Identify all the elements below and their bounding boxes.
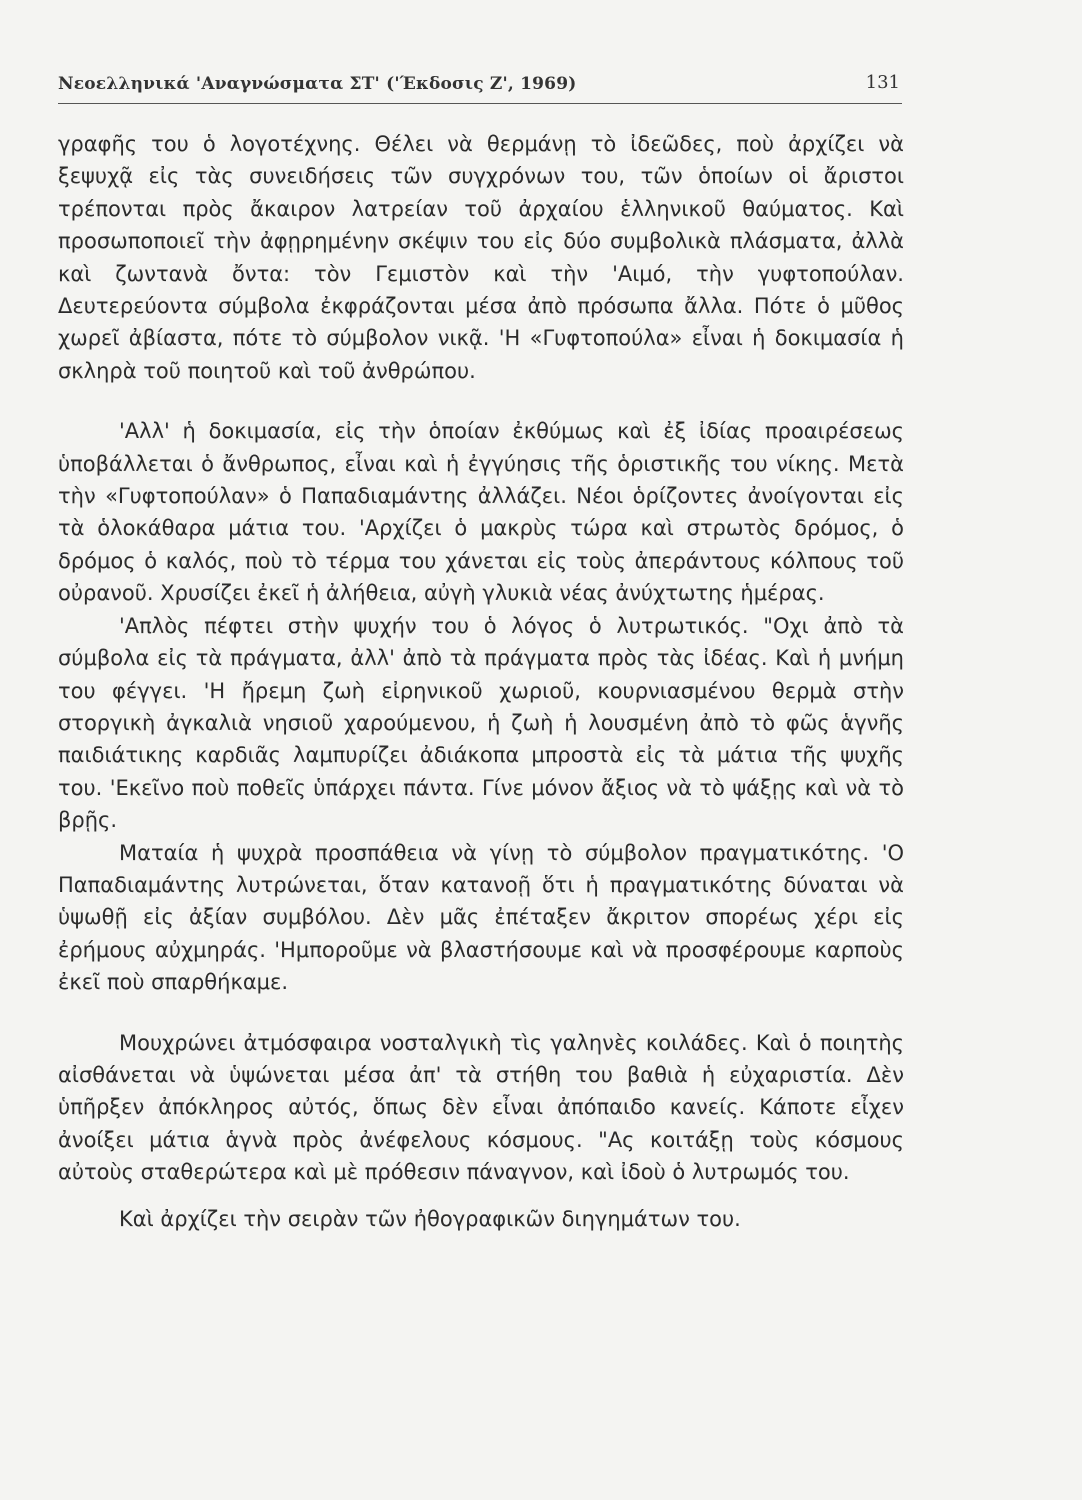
page-number: 131 xyxy=(865,72,900,93)
body-text xyxy=(58,128,904,1235)
paragraph: Ματαία ἡ ψυχρὰ προσπάθεια νὰ γίνῃ τὸ σύμβολον πραγματικότης. 'Ο Παπαδιαμάντης λυτρώνεται, ὅταν κατανοῇ ὅτι ἡ πραγματικότης δύναται νὰ ὑψωθῇ εἰς ἀξίαν συμβόλου. Δὲν μᾶς ἐπέταξεν ἄκριτον σπορέως χέρι εἰς ἐρήμους αὐχμηράς. 'Ημποροῦμε νὰ βλαστήσουμε καὶ νὰ προσφέρουμε καρποὺς ἐκεῖ ποὺ σπαρθήκαμε. xyxy=(58,840,904,995)
paragraph: Μουχρώνει ἀτμόσφαιρα νοσταλγικὴ τὶς γαληνὲς κοιλάδες. Καὶ ὁ ποιητὴς αἰσθάνεται νὰ ὑψώνεται μέσα ἀπ' τὰ στήθη του βαθιὰ ἡ εὐχαριστία. Δὲν ὑπῆρξεν ἀπόκληρος αὐτός, ὅπως δὲν εἶναι ἀπόπαιδο κανείς. Κάποτε εἶχεν ἀνοίξει μάτια ἁγνὰ πρὸς ἀνέφελους κόσμους. "Ας κοιτάξῃ τοὺς κόσμους αὐτοὺς σταθερώτερα καὶ μὲ πρόθεσιν πάναγνον, καὶ ἰδοὺ ὁ λυτρωμός του. xyxy=(58,1030,904,1185)
header-rule xyxy=(58,103,902,104)
running-title: Νεοελληνικά 'Αναγνώσματα ΣΤ' ('Έκδοσις Ζ', 1969) xyxy=(58,74,577,94)
paragraph: Καὶ ἀρχίζει τὴν σειρὰν τῶν ἠθογραφικῶν διηγημάτων του. xyxy=(119,1206,741,1231)
paragraph: 'Αλλ' ἡ δοκιμασία, εἰς τὴν ὁποίαν ἐκθύμως καὶ ἐξ ἰδίας προαιρέσεως ὑποβάλλεται ὁ ἄνθρωπος, εἶναι καὶ ἡ ἐγγύησις τῆς ὁριστικῆς του νίκης. Μετὰ τὴν «Γυφτοπούλαν» ὁ Παπαδιαμάντης ἀλλάζει. Νέοι ὁρίζοντες ἀνοίγονται εἰς τὰ ὁλοκάθαρα μάτια του. 'Αρχίζει ὁ μακρὺς τώρα καὶ στρωτὸς δρόμος, ὁ δρόμος ὁ καλός, ποὺ τὸ τέρμα του χάνεται εἰς τοὺς ἀπεράντους κόλπους τοῦ οὐρανοῦ. Χρυσίζει ἐκεῖ ἡ ἀλήθεια, αὐγὴ γλυκιὰ νέας ἀνύχτωτης ἡμέρας. xyxy=(58,419,904,606)
running-header xyxy=(58,70,902,100)
paragraph: 'Απλὸς πέφτει στὴν ψυχήν του ὁ λόγος ὁ λυτρωτικός. "Οχι ἀπὸ τὰ σύμβολα εἰς τὰ πράγματα, ἀλλ' ἀπὸ τὰ πράγματα πρὸς τὰς ἰδέας. Καὶ ἡ μνήμη του φέγγει. 'Η ἤρεμη ζωὴ εἰρηνικοῦ χωριοῦ, κουρνιασμένου θερμὰ στὴν στοργικὴ ἀγκαλιὰ νησιοῦ χαρούμενου, ἡ ζωὴ ἡ λουσμένη ἀπὸ τὸ φῶς ἁγνῆς παιδιάτικης καρδιᾶς λαμπυρίζει ἀδιάκοπα μπροστὰ εἰς τὰ μάτια τῆς ψυχῆς του. 'Εκεῖνο ποὺ ποθεῖς ὑπάρχει πάντα. Γίνε μόνον ἄξιος νὰ τὸ ψάξῃς καὶ νὰ τὸ βρῇς. xyxy=(58,613,904,833)
paragraph: γραφῆς του ὁ λογοτέχνης. Θέλει νὰ θερμάνῃ τὸ ἰδεῶδες, ποὺ ἀρχίζει νὰ ξεψυχᾷ εἰς τὰς συνειδήσεις τῶν συγχρόνων του, τῶν ὁποίων οἱ ἄριστοι τρέπονται πρὸς ἄκαιρον λατρείαν τοῦ ἀρχαίου ἑλληνικοῦ θαύματος. Καὶ προσωποποιεῖ τὴν ἀφῃρημένην σκέψιν του εἰς δύο συμβολικὰ πλάσματα, ἀλλὰ καὶ ζωντανὰ ὄντα: τὸν Γεμιστὸν καὶ τὴν 'Αιμό, τὴν γυφτοπούλαν. Δευτερεύοντα σύμβολα ἐκφράζονται μέσα ἀπὸ πρόσωπα ἄλλα. Πότε ὁ μῦθος χωρεῖ ἀβίαστα, πότε τὸ σύμβολον νικᾷ. 'Η «Γυφτοπούλα» εἶναι ἡ δοκιμασία ἡ σκληρὰ τοῦ ποιητοῦ καὶ τοῦ ἀνθρώπου. xyxy=(58,132,904,383)
